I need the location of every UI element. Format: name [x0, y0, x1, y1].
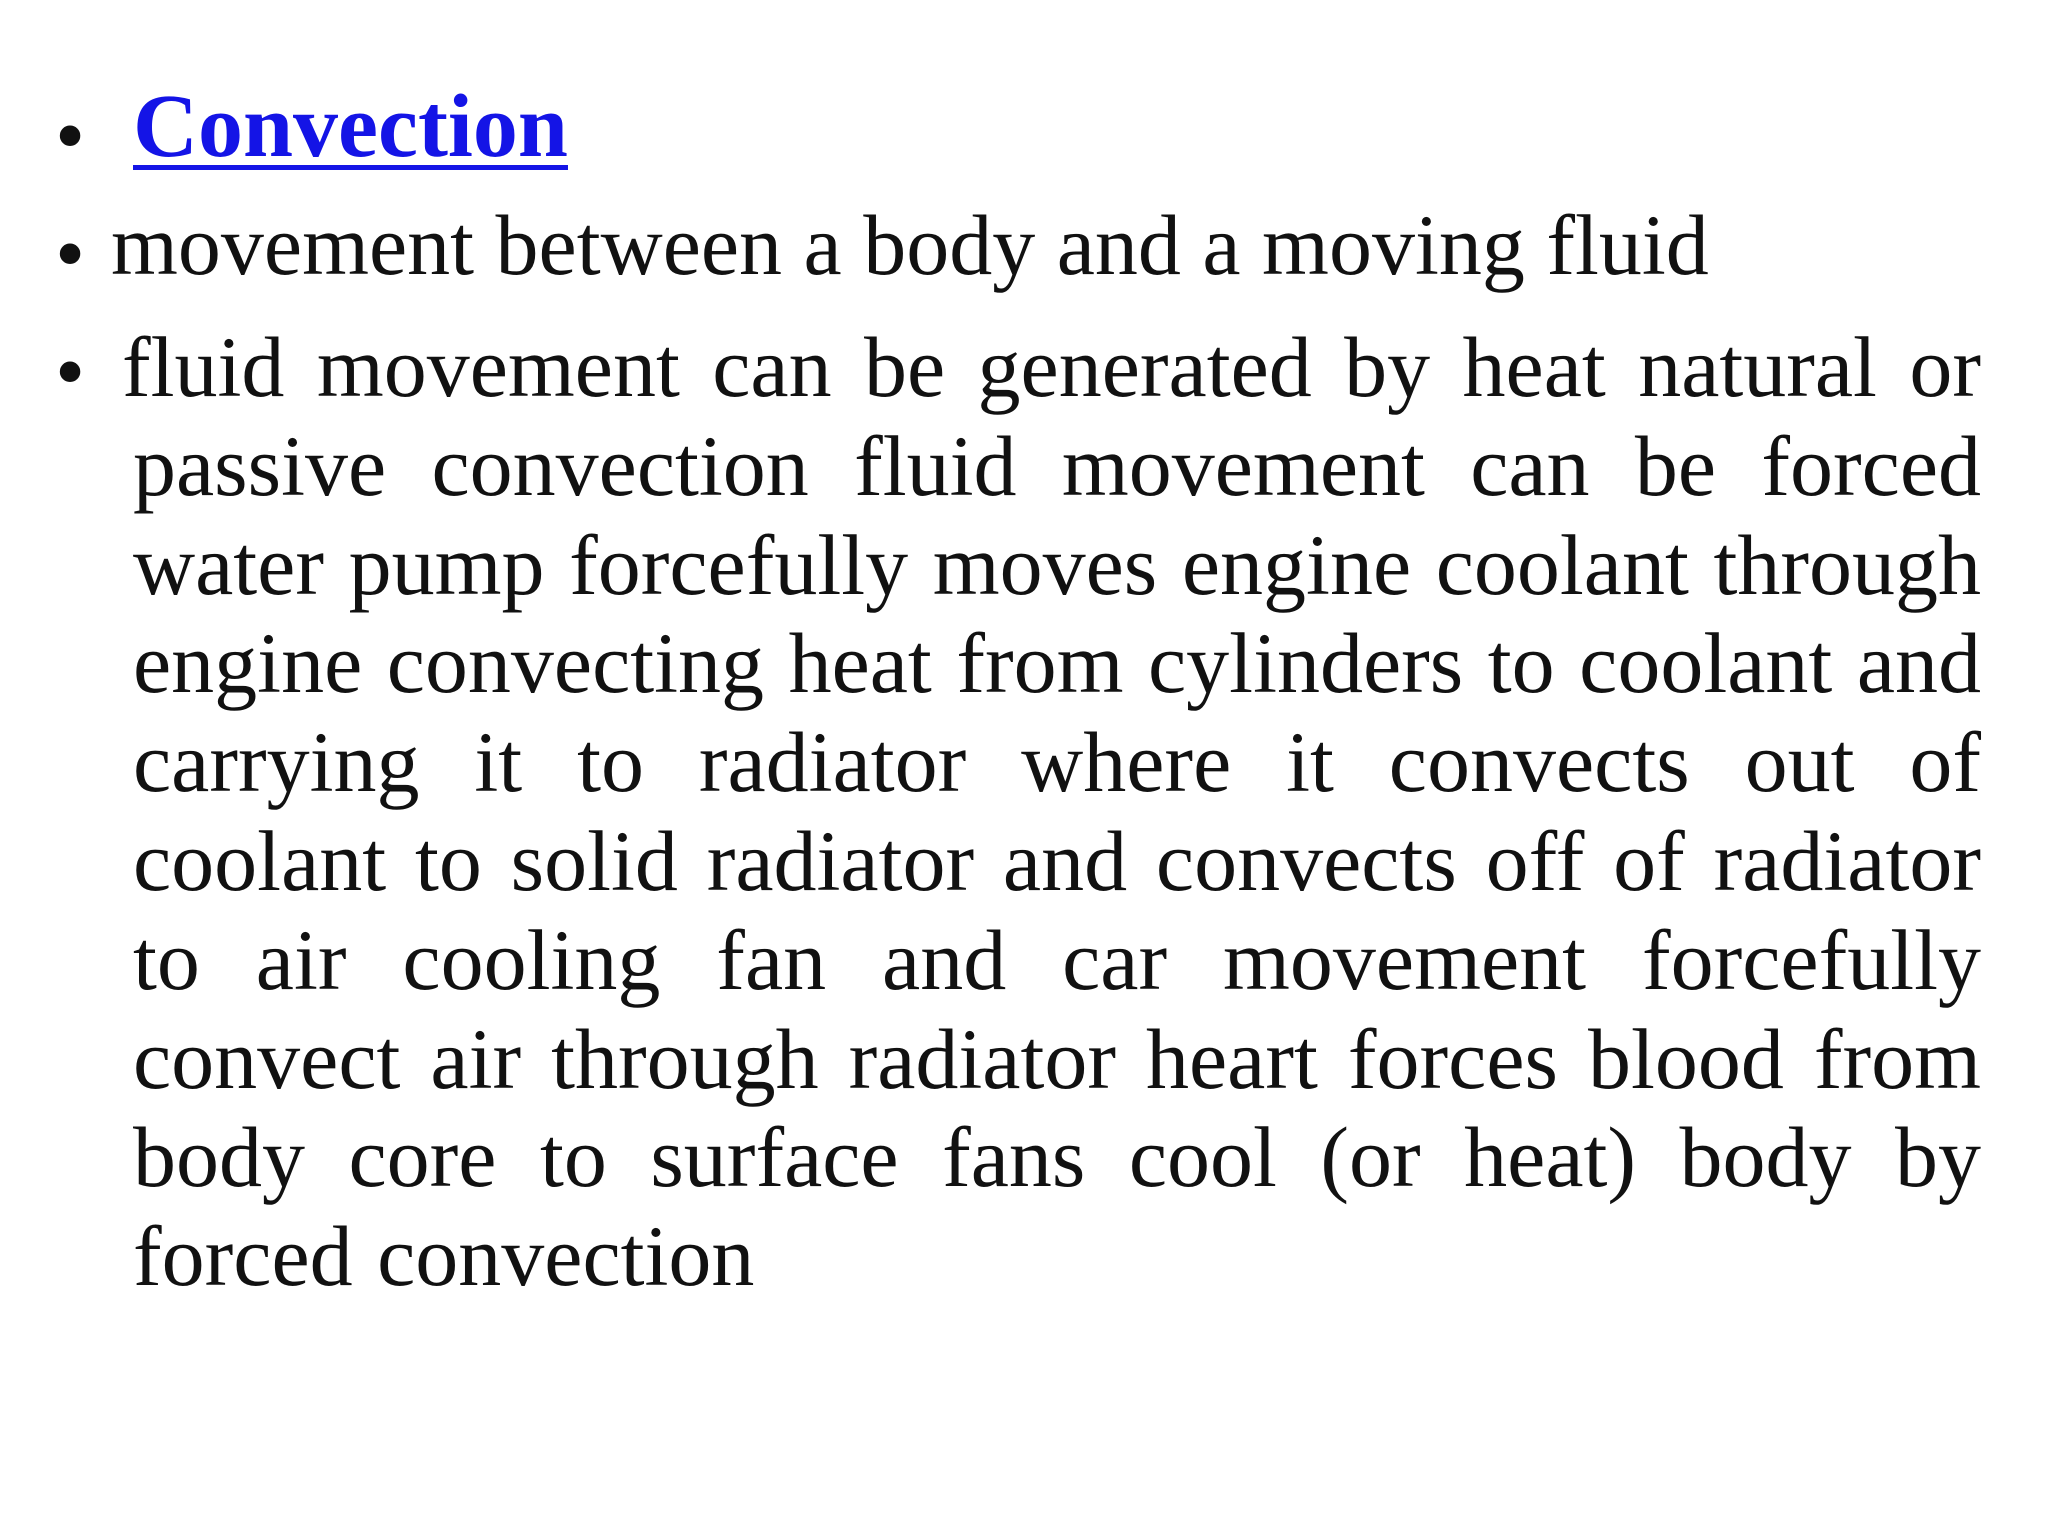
heading-bullet: •: [55, 87, 86, 183]
convection-heading-link[interactable]: Convection: [133, 77, 568, 176]
definition-text: movement between a body and a moving fluid: [111, 197, 1709, 293]
explanation-bullet: •: [55, 323, 86, 419]
definition-bullet: •: [55, 205, 86, 301]
explanation-paragraph: fluid movement can be generated by heat natural or passive convection fluid movement can be forced water pump forcefully moves engine coolant through engine convecting heat from cylinders to coolant and carrying it to radiator where it convects out of coolant to solid radiator and convects off of radiator to air cooling fan and car movement forcefully convect air through radiator heart forces blood from body core to surface fans cool (or heat) body by forced convection: [122, 319, 1981, 1305]
